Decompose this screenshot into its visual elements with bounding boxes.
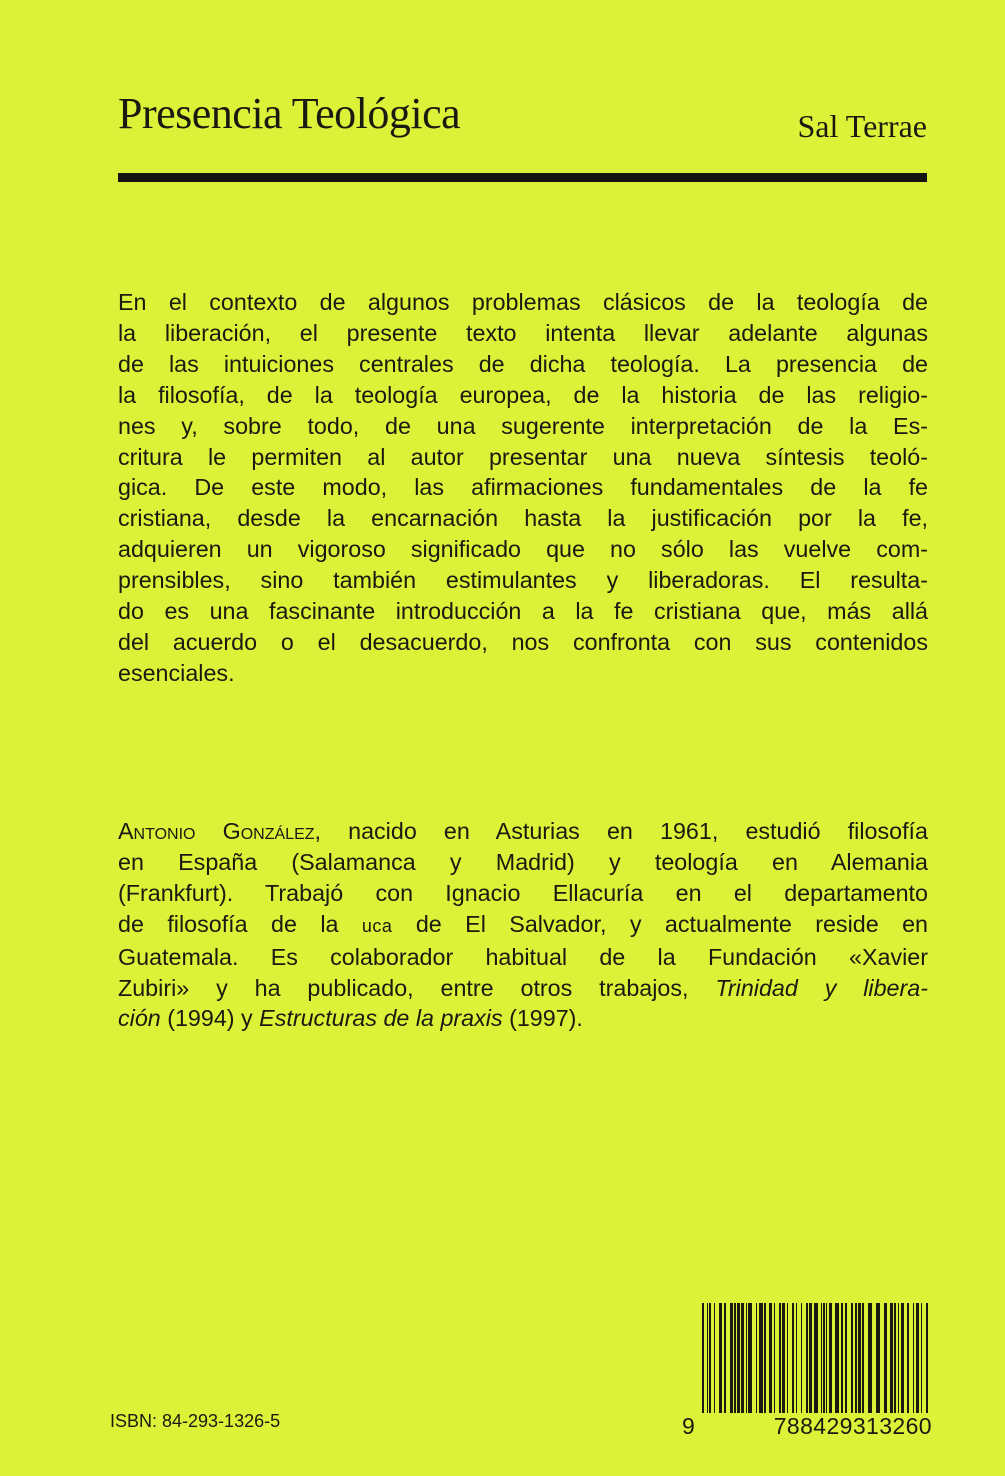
blurb-line: la liberación, el presente texto intenta llevar adelante algunas (118, 319, 928, 346)
barcode-bar (814, 1303, 818, 1428)
barcode-bar (851, 1303, 853, 1428)
barcode-bar (858, 1303, 861, 1428)
work-title: ción (118, 1005, 161, 1032)
barcode-bar (782, 1303, 785, 1428)
barcode-bar (907, 1303, 909, 1428)
barcode-bar (826, 1303, 827, 1428)
barcode-bar (868, 1303, 872, 1428)
barcode-bar (730, 1303, 733, 1428)
barcode-bar (756, 1303, 757, 1428)
blurb-line: prensibles, sino también estimulantes y liberadoras. El resulta- (118, 567, 928, 594)
blurb-line: En el contexto de algunos problemas clásicos de la teología de (118, 289, 928, 315)
header-rule (118, 173, 927, 182)
bio-text: de filosofía de la (118, 910, 362, 937)
author-name: Antonio González (118, 818, 315, 844)
blurb-line: del acuerdo o el desacuerdo, nos confronta con sus contenidos (118, 628, 928, 655)
series-title: Presencia Teológica (118, 89, 461, 138)
barcode-bar (821, 1303, 822, 1428)
barcode-bar (823, 1303, 825, 1428)
barcode-bar (702, 1303, 704, 1428)
barcode-bar (748, 1303, 752, 1428)
bio-text: (1997). (502, 1005, 583, 1032)
blurb-paragraph (118, 287, 928, 689)
barcode-bar (876, 1303, 880, 1428)
barcode-bar (835, 1303, 839, 1428)
barcode-bar (916, 1303, 919, 1428)
barcode-bar (737, 1303, 740, 1428)
barcode-bar (913, 1303, 914, 1428)
barcode-bar (898, 1303, 899, 1428)
work-title: Estructuras de la praxis (259, 1005, 503, 1032)
blurb-line: la filosofía, de la teología europea, de la historia de las religio- (118, 381, 928, 408)
bio-line: Guatemala. Es colaborador habitual de la Fundación «Xavier (118, 943, 928, 970)
barcode-bar (719, 1303, 722, 1428)
barcode-bar (714, 1303, 715, 1428)
barcode-bar (792, 1303, 794, 1428)
barcode (682, 1303, 932, 1443)
barcode-bar (764, 1303, 766, 1428)
barcode-bar (862, 1303, 864, 1428)
bio-line: (Frankfurt). Trabajó con Ignacio Ellacuría en el departamento (118, 879, 928, 906)
barcode-bar (855, 1303, 857, 1428)
blurb-line: adquieren un vigoroso significado que no sólo las vuelve com- (118, 536, 928, 563)
barcode-bar (841, 1303, 843, 1428)
blurb-line: de las intuiciones centrales de dicha teología. La presencia de (118, 350, 928, 377)
isbn-label: ISBN: 84-293-1326-5 (110, 1411, 281, 1431)
bio-text: , nacido en Asturias en 1961, estudió filosofía (314, 818, 928, 844)
blurb-line: cristiana, desde la encarnación hasta la justificación por la fe, (118, 505, 928, 532)
barcode-bar (746, 1303, 747, 1428)
barcode-bar (787, 1303, 788, 1428)
barcode-bar (709, 1303, 711, 1428)
blurb-line: nes y, sobre todo, de una sugerente interpretación de la Es- (118, 412, 928, 439)
barcode-digits: 788429313260 (700, 1413, 932, 1440)
barcode-bar (845, 1303, 847, 1428)
barcode-bar (779, 1303, 781, 1428)
barcode-bar (901, 1303, 904, 1428)
blurb-line: critura le permiten al autor presentar una nueva síntesis teoló- (118, 443, 928, 470)
barcode-bar (801, 1303, 802, 1428)
barcode-bar (890, 1303, 893, 1428)
author-bio (118, 816, 928, 1034)
barcode-bar (921, 1303, 922, 1428)
barcode-bar (741, 1303, 744, 1428)
work-title: Trinidad y libera- (715, 974, 928, 1001)
barcode-bar (796, 1303, 797, 1428)
barcode-bar (926, 1303, 928, 1428)
bio-line (118, 973, 928, 1004)
barcode-bar (707, 1303, 708, 1428)
bio-text: Zubiri» y ha publicado, entre otros trabajos, (118, 974, 716, 1001)
barcode-bars (700, 1303, 932, 1428)
bio-text: de El Salvador, y actualmente reside en (392, 910, 928, 937)
publisher-name: Sal Terrae (797, 108, 927, 144)
barcode-bar (894, 1303, 896, 1428)
uca-acronym: uca (361, 915, 393, 936)
barcode-bar (809, 1303, 812, 1428)
blurb-line: gica. De este modo, las afirmaciones fundamentales de la fe (118, 474, 928, 501)
barcode-first-digit: 9 (682, 1413, 695, 1439)
bio-line (118, 816, 928, 847)
blurb-line: do es una fascinante introducción a la fe cristiana que, más allá (118, 598, 928, 625)
bio-text: (1994) y (160, 1005, 260, 1032)
bio-line (118, 909, 928, 942)
barcode-bar (806, 1303, 808, 1428)
barcode-bar (829, 1303, 832, 1428)
barcode-bar (734, 1303, 736, 1428)
bio-line (118, 1003, 928, 1034)
barcode-bar (774, 1303, 775, 1428)
barcode-bar (724, 1303, 726, 1428)
barcode-bar (759, 1303, 763, 1428)
bio-line: en España (Salamanca y Madrid) y teología en Alemania (118, 848, 928, 875)
barcode-bar (769, 1303, 772, 1428)
blurb-line: esenciales. (118, 659, 235, 686)
barcode-bar (884, 1303, 887, 1428)
